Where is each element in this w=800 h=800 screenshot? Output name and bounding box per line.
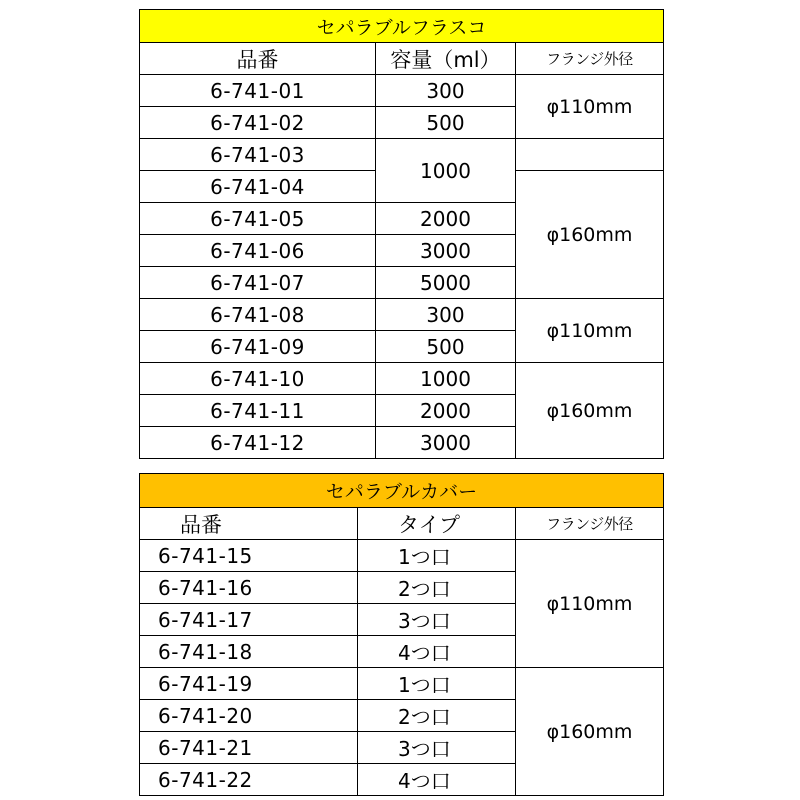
flange-diameter-empty <box>516 139 664 171</box>
capacity-value: 1000 <box>376 139 516 203</box>
part-number: 6-741-02 <box>140 107 376 139</box>
cover-type: 3つ口 <box>358 604 516 636</box>
part-number: 6-741-12 <box>140 427 376 459</box>
part-number: 6-741-16 <box>140 572 358 604</box>
part-number: 6-741-11 <box>140 395 376 427</box>
capacity-value: 2000 <box>376 203 516 235</box>
part-number: 6-741-22 <box>140 764 358 796</box>
cover-table-title: セパラブルカバー <box>140 474 664 508</box>
part-number: 6-741-01 <box>140 75 376 107</box>
separable-cover-table <box>139 473 664 796</box>
cover-type: 4つ口 <box>358 764 516 796</box>
cover-header-flange: フランジ外径 <box>516 508 664 540</box>
table-row <box>140 668 664 700</box>
capacity-value: 5000 <box>376 267 516 299</box>
part-number: 6-741-03 <box>140 139 376 171</box>
part-number: 6-741-17 <box>140 604 358 636</box>
part-number: 6-741-20 <box>140 700 358 732</box>
part-number: 6-741-07 <box>140 267 376 299</box>
cover-type: 4つ口 <box>358 636 516 668</box>
capacity-value: 300 <box>376 75 516 107</box>
part-number: 6-741-10 <box>140 363 376 395</box>
separable-flask-table <box>139 9 664 459</box>
part-number: 6-741-19 <box>140 668 358 700</box>
cover-type: 1つ口 <box>358 668 516 700</box>
capacity-value: 3000 <box>376 427 516 459</box>
table-row <box>140 139 664 171</box>
part-number: 6-741-05 <box>140 203 376 235</box>
table-row <box>140 540 664 572</box>
cover-type: 2つ口 <box>358 700 516 732</box>
flange-diameter: φ160mm <box>516 668 664 796</box>
table-row <box>140 299 664 331</box>
cover-type: 3つ口 <box>358 732 516 764</box>
flange-diameter: φ110mm <box>516 299 664 363</box>
cover-header-part-number: 品番 <box>140 508 358 540</box>
capacity-value: 3000 <box>376 235 516 267</box>
flask-header-capacity: 容量（ml） <box>376 43 516 75</box>
capacity-value: 1000 <box>376 363 516 395</box>
capacity-value: 500 <box>376 107 516 139</box>
flask-table-title: セパラブルフラスコ <box>140 10 664 43</box>
table-row <box>140 75 664 107</box>
table-row <box>140 363 664 395</box>
cover-type: 1つ口 <box>358 540 516 572</box>
part-number: 6-741-04 <box>140 171 376 203</box>
cover-type: 2つ口 <box>358 572 516 604</box>
flange-diameter: φ160mm <box>516 363 664 459</box>
capacity-value: 300 <box>376 299 516 331</box>
part-number: 6-741-21 <box>140 732 358 764</box>
part-number: 6-741-06 <box>140 235 376 267</box>
flange-diameter: φ110mm <box>516 540 664 668</box>
flange-diameter: φ110mm <box>516 75 664 139</box>
flange-diameter: φ160mm <box>516 171 664 299</box>
part-number: 6-741-15 <box>140 540 358 572</box>
capacity-value: 2000 <box>376 395 516 427</box>
cover-header-type: タイプ <box>358 508 516 540</box>
part-number: 6-741-18 <box>140 636 358 668</box>
flask-header-flange: フランジ外径 <box>516 43 664 75</box>
capacity-value: 500 <box>376 331 516 363</box>
part-number: 6-741-08 <box>140 299 376 331</box>
part-number: 6-741-09 <box>140 331 376 363</box>
flask-header-part-number: 品番 <box>140 43 376 75</box>
